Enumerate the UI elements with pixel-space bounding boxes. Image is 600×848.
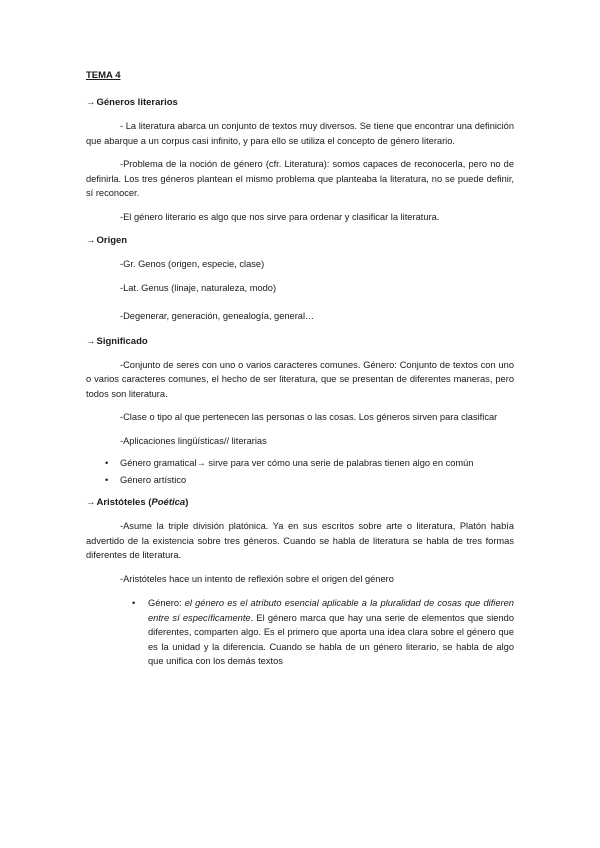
bullet-icon: • xyxy=(105,458,109,468)
paragraph: -Aristóteles hace un intento de reflexión sobre el origen del género xyxy=(120,573,394,584)
section-heading-significado xyxy=(86,336,514,347)
paragraph: -Asume la triple división platónica. Ya en sus escritos sobre arte o literatura, Platón había advertido de la existencia sobre tres géneros. Cuando se habla de literatura se habla de tres formas diferentes de literatura. xyxy=(86,521,514,560)
section-heading-aristoteles xyxy=(86,497,514,508)
paragraph: -Aplicaciones lingüísticas// literarias xyxy=(120,435,267,446)
paragraph: - La literatura abarca un conjunto de textos muy diversos. Se tiene que encontrar una definición que abarque a un corpus casi infinito, y para ello se utiliza el concepto de género literario. xyxy=(86,121,514,146)
etymology-line: -Gr. Genos (origen, especie, clase) xyxy=(120,259,265,269)
arrow-icon: → xyxy=(86,97,96,108)
arrow-icon: → xyxy=(86,497,96,508)
section-heading-close: ) xyxy=(185,497,189,508)
etymology-line: -Degenerar, generación, genealogía, general… xyxy=(120,311,315,321)
list-item xyxy=(86,456,514,470)
page-title: TEMA 4 xyxy=(86,70,121,81)
section-heading-origen xyxy=(86,235,514,246)
paragraph: -Conjunto de seres con uno o varios caracteres comunes. Género: Conjunto de textos con uno o varios caracteres comunes, el hecho de ser literatura, que se presentan de diferentes maneras, pero todos son literatura. xyxy=(86,359,514,399)
section-heading-text: Aristóteles ( xyxy=(96,497,152,508)
bullet-list xyxy=(86,456,514,487)
bullet-icon: • xyxy=(105,475,109,485)
section-heading-text: Géneros literarios xyxy=(96,97,178,108)
sub-bullet-lead: Género: xyxy=(148,598,185,608)
paragraph: -Problema de la noción de género (cfr. Literatura): somos capaces de reconocerla, pero no de definirla. Los tres géneros plantean el mismo problema que planteaba la literatura, no se puede definir, sí reconocer. xyxy=(86,159,514,198)
section-heading-italic: Poética xyxy=(151,497,186,508)
etymology-line: -Lat. Genus (linaje, naturaleza, modo) xyxy=(120,282,277,293)
arrow-icon: → xyxy=(86,235,96,246)
sub-bullet-paragraph xyxy=(132,596,514,669)
section-heading-text: Origen xyxy=(96,235,128,246)
section-heading-text: Significado xyxy=(96,335,148,347)
list-item-text: Género gramatical→ sirve para ver cómo una serie de palabras tienen algo en común xyxy=(120,458,474,468)
arrow-icon: → xyxy=(86,335,96,347)
paragraph: -Clase o tipo al que pertenecen las personas o las cosas. Los géneros sirven para clasificar xyxy=(120,412,498,422)
sub-bullet-rest: . El género marca que hay una serie de elementos que siendo diferentes, comparten algo. Es el primero que aporta una idea clara sobre el género que es la unidad y la diferencia. Cuando se habla de un género literario, se habla de algo que unifica con los demás textos xyxy=(148,612,514,666)
list-item xyxy=(86,473,514,487)
bullet-icon: • xyxy=(132,598,136,608)
definition-italic: el género es el atributo esencial aplicable a la pluralidad de cosas que difieren entre sí específicamente xyxy=(148,598,514,623)
paragraph: -El género literario es algo que nos sirve para ordenar y clasificar la literatura. xyxy=(120,211,440,222)
list-item-text: Género artístico xyxy=(120,475,187,485)
section-heading-generos xyxy=(86,97,514,108)
